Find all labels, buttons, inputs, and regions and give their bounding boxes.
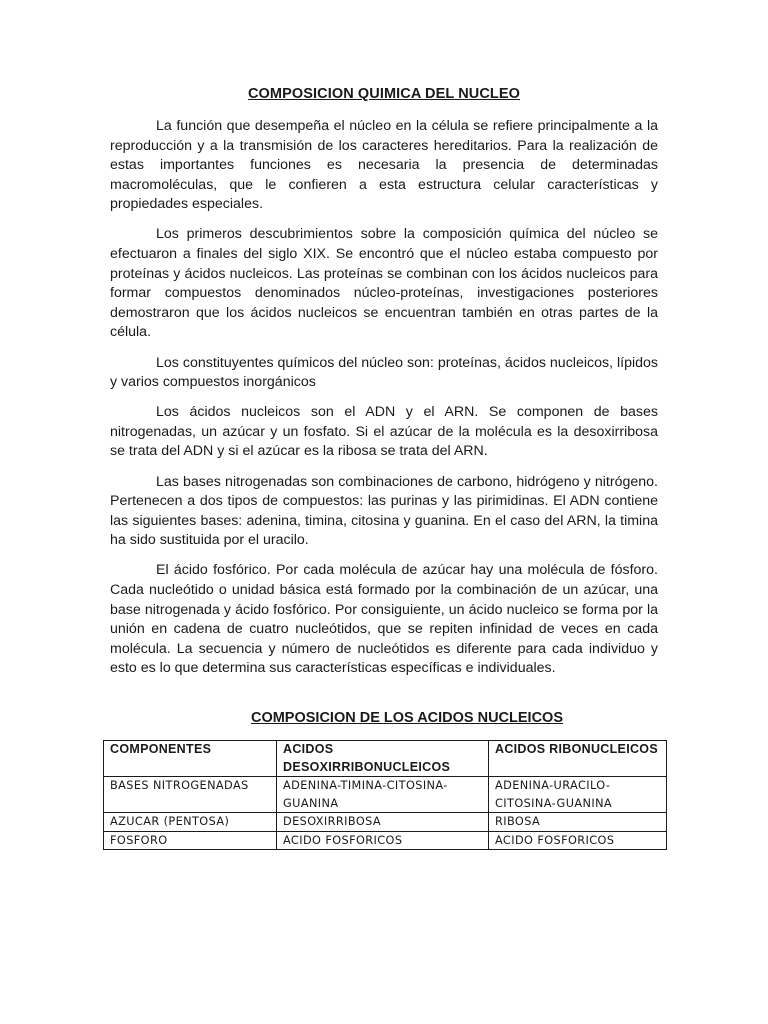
table-cell: ACIDO FOSFORICOS <box>489 831 667 850</box>
table-cell: BASES NITROGENADAS <box>104 777 277 813</box>
table-cell: FOSFORO <box>104 831 277 850</box>
column-header: ACIDOS RIBONUCLEICOS <box>489 741 667 777</box>
paragraph: Los primeros descubrimientos sobre la composición química del núcleo se efectuaron a finales del siglo XIX. Se encontró que el núcleo estaba compuesto por proteínas y ácidos nucleicos. Las proteínas se combinan con los ácidos nucleicos para formar compuestos denominados núcleo-proteínas, investigaciones posteriores demostraron que los ácidos nucleicos se encuentran también en otras partes de la célula. <box>110 226 658 341</box>
table-header-row <box>104 741 667 777</box>
document-title: COMPOSICION QUIMICA DEL NUCLEO <box>247 86 521 102</box>
table-title: COMPOSICION DE LOS ACIDOS NUCLEICOS <box>250 710 564 726</box>
paragraph: La función que desempeña el núcleo en la célula se refiere principalmente a la reproducción y a la transmisión de los caracteres hereditarios. Para la realización de estas importantes funciones es necesaria la presencia de determinadas macromoléculas, que le confieren a esta estructura celular características y propiedades especiales. <box>110 118 658 213</box>
table-cell: ADENINA-URACILO-CITOSINA-GUANINA <box>489 777 667 813</box>
table-cell: DESOXIRRIBOSA <box>277 813 489 832</box>
table-cell: ADENINA-TIMINA-CITOSINA-GUANINA <box>277 777 489 813</box>
paragraph: Las bases nitrogenadas son combinaciones de carbono, hidrógeno y nitrógeno. Pertenecen a dos tipos de compuestos: las purinas y las pirimidinas. El ADN contiene las siguientes bases: adenina, timina, citosina y guanina. En el caso del ARN, la timina ha sido sustituida por el uracilo. <box>110 473 658 549</box>
column-header: COMPONENTES <box>104 741 277 777</box>
table-row <box>104 777 667 813</box>
paragraph: El ácido fosfórico. Por cada molécula de azúcar hay una molécula de fósforo. Cada nucleótido o unidad básica está formado por la combinación de un azúcar, una base nitrogenada y ácido fosfórico. Por consiguiente, un ácido nucleico se forma por la unión en cadena de cuatro nucleótidos, que se repiten infinidad de veces en cada molécula. La secuencia y número de nucleótidos es diferente para cada individuo y esto es lo que determina sus características específicas e individuales. <box>110 562 658 677</box>
document-body <box>110 117 658 689</box>
table-cell: AZUCAR (PENTOSA) <box>104 813 277 832</box>
column-header: ACIDOS DESOXIRRIBONUCLEICOS <box>277 741 489 777</box>
paragraph: Los constituyentes químicos del núcleo son: proteínas, ácidos nucleicos, lípidos y varios compuestos inorgánicos <box>110 354 658 391</box>
paragraph: Los ácidos nucleicos son el ADN y el ARN. Se componen de bases nitrogenadas, un azúcar y un fosfato. Si el azúcar de la molécula es la desoxirribosa se trata del ADN y si el azúcar es la ribosa se trata del ARN. <box>110 404 658 460</box>
table-row <box>104 813 667 832</box>
composition-table <box>103 740 667 850</box>
table-cell: ACIDO FOSFORICOS <box>277 831 489 850</box>
table-cell: RIBOSA <box>489 813 667 832</box>
table-row <box>104 831 667 850</box>
